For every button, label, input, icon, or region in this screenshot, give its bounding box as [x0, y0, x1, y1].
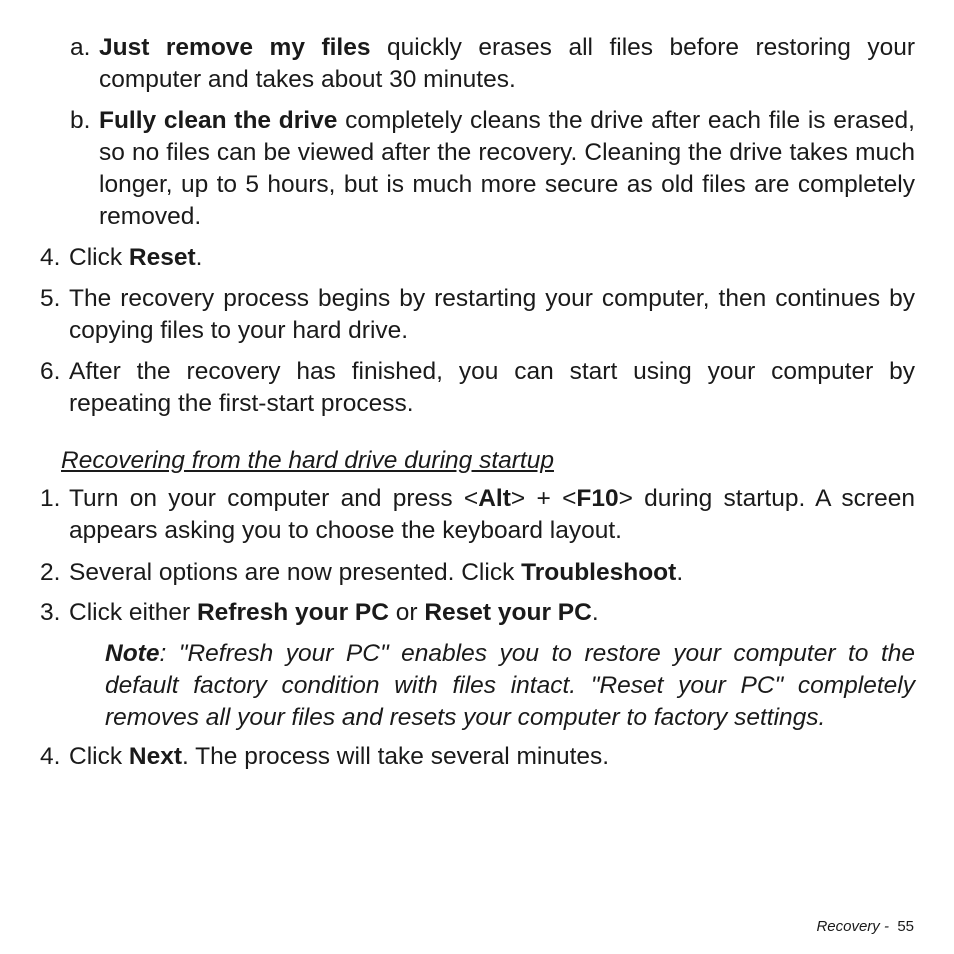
option-name: Just remove my files — [99, 34, 371, 61]
page-number: 55 — [897, 918, 914, 935]
key-name: Alt — [478, 485, 511, 512]
step-text-part: Turn on your computer and press < — [69, 485, 479, 512]
step-text — [69, 597, 915, 629]
step-text-part: Click — [69, 743, 129, 770]
step-text — [69, 741, 915, 773]
step-number: 6. — [40, 358, 61, 385]
ui-term: Refresh your PC — [196, 599, 389, 626]
list-marker: b. — [70, 107, 91, 134]
ui-term: Next — [128, 743, 182, 770]
step-text: The recovery process begins by restarting your computer, then continues by copying files to your hard drive. — [69, 285, 915, 344]
step-number: 3. — [40, 599, 61, 626]
step-number: 2. — [40, 559, 61, 586]
step-text-part: > + < — [510, 485, 577, 512]
step-text-part: Click either — [69, 599, 197, 626]
step-text — [69, 242, 915, 274]
step-text-part: Click — [69, 244, 129, 271]
step-text-part: Several options are now presented. Click — [69, 559, 522, 586]
step-text — [69, 557, 915, 589]
page-footer — [816, 917, 914, 937]
ui-term: Troubleshoot — [521, 559, 677, 586]
step-text-part: . — [676, 559, 684, 586]
step-number: 4. — [40, 244, 61, 271]
step-text-part: . — [591, 599, 599, 626]
step-text-part: . — [195, 244, 203, 271]
option-description: quickly erases all files before restoring your computer and takes about 30 minutes. — [99, 34, 915, 93]
option-description: completely cleans the drive after each file is erased, so no files can be viewed after the recovery. Cleaning the drive takes much longer, up to 5 hours, but is much more secure as old files are completely removed. — [99, 107, 915, 230]
section-heading: Recovering from the hard drive during startup — [61, 447, 554, 474]
list-marker: a. — [70, 34, 91, 61]
note-text: : "Refresh your PC" enables you to restore your computer to the default factory condition with files intact. "Reset your PC" completely removes all your files and resets your computer to factory settings. — [105, 640, 915, 731]
ui-term: Reset — [128, 244, 196, 271]
note-block — [105, 638, 915, 734]
list-item-text — [99, 32, 915, 96]
footer-section: Recovery - — [816, 918, 889, 935]
key-name: F10 — [576, 485, 619, 512]
step-text-part: . The process will take several minutes. — [182, 743, 610, 770]
list-item-text — [99, 105, 915, 233]
step-text: After the recovery has finished, you can start using your computer by repeating the first-start process. — [69, 358, 915, 417]
step-text-part: > during startup. A screen appears asking you to choose the keyboard layout. — [69, 485, 915, 544]
step-number: 4. — [40, 743, 61, 770]
step-number: 1. — [40, 485, 61, 512]
note-label: Note — [105, 640, 160, 667]
step-number: 5. — [40, 285, 61, 312]
step-text-part: or — [388, 599, 425, 626]
option-name: Fully clean the drive — [99, 107, 338, 134]
ui-term: Reset your PC — [424, 599, 592, 626]
step-text — [69, 483, 915, 547]
